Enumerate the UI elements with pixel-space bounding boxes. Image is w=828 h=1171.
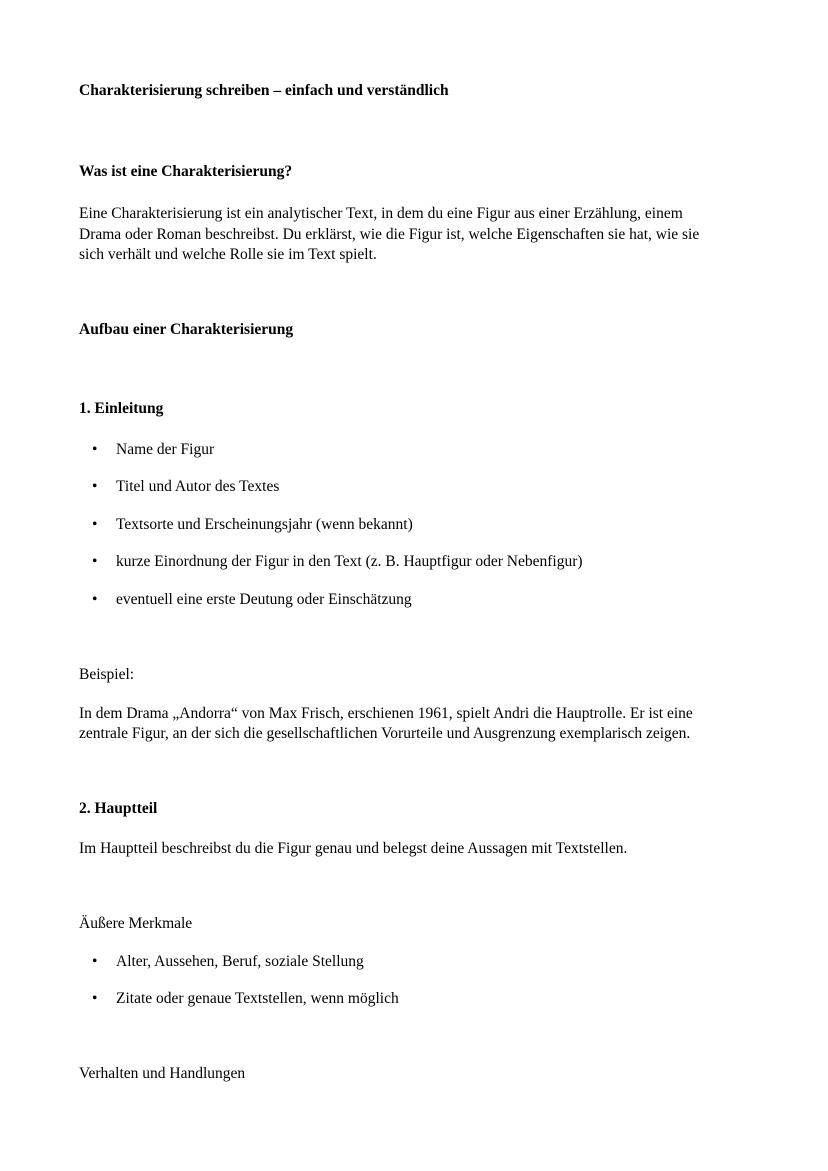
list-item-text: Name der Figur	[116, 441, 215, 458]
list-item-text: Zitate oder genaue Textstellen, wenn möglich	[116, 990, 399, 1007]
example-label: Beispiel:	[79, 666, 135, 683]
list-item	[92, 551, 583, 572]
list-item-text: Alter, Aussehen, Beruf, soziale Stellung	[116, 953, 364, 970]
bullet-icon: •	[92, 441, 98, 458]
bullet-icon: •	[92, 953, 98, 970]
list-item	[92, 589, 412, 610]
list-item-text: Textsorte und Erscheinungsjahr (wenn bekannt)	[116, 516, 413, 533]
bullet-icon: •	[92, 553, 98, 570]
section-heading-main: 2. Hauptteil	[79, 800, 158, 817]
bullet-icon: •	[92, 516, 98, 533]
subheading-outer-features: Äußere Merkmale	[79, 915, 193, 932]
definition-line-3: sich verhält und welche Rolle sie im Text spielt.	[79, 246, 377, 263]
bullet-icon: •	[92, 591, 98, 608]
example-line-2: zentrale Figur, an der sich die gesellschaftlichen Vorurteile und Ausgrenzung exemplarisch zeigen.	[79, 725, 691, 742]
list-item	[92, 951, 364, 972]
list-item	[92, 514, 413, 535]
list-item	[92, 476, 279, 497]
example-line-1: In dem Drama „Andorra“ von Max Frisch, erschienen 1961, spielt Andri die Hauptrolle. Er ist eine	[79, 705, 693, 722]
bullet-icon: •	[92, 990, 98, 1007]
definition-line-1: Eine Charakterisierung ist ein analytischer Text, in dem du eine Figur aus einer Erzählung, einem	[79, 205, 683, 222]
bullet-icon: •	[92, 478, 98, 495]
list-item	[92, 988, 399, 1009]
section-heading-what: Was ist eine Charakterisierung?	[79, 163, 293, 180]
list-item-text: kurze Einordnung der Figur in den Text (z. B. Hauptfigur oder Nebenfigur)	[116, 553, 583, 570]
list-item-text: Titel und Autor des Textes	[116, 478, 280, 495]
main-paragraph: Im Hauptteil beschreibst du die Figur genau und belegst deine Aussagen mit Textstellen.	[79, 840, 628, 857]
subheading-behavior: Verhalten und Handlungen	[79, 1065, 246, 1082]
list-item	[92, 439, 214, 460]
definition-line-2: Drama oder Roman beschreibst. Du erklärst, wie die Figur ist, welche Eigenschaften sie hat, wie sie	[79, 226, 700, 243]
section-heading-intro: 1. Einleitung	[79, 400, 164, 417]
list-item-text: eventuell eine erste Deutung oder Einschätzung	[116, 591, 412, 608]
document-title: Charakterisierung schreiben – einfach und verständlich	[79, 82, 449, 99]
section-heading-structure: Aufbau einer Charakterisierung	[79, 321, 294, 338]
